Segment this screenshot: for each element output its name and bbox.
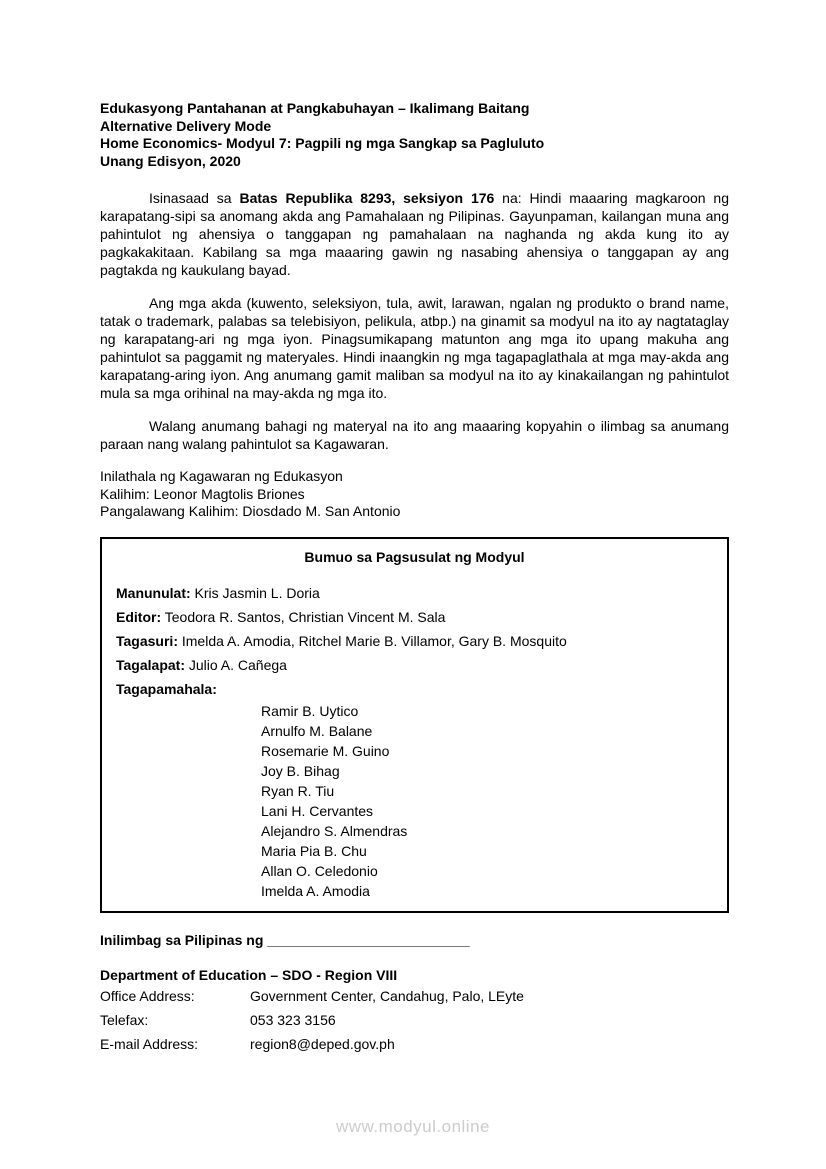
publisher-block bbox=[100, 468, 729, 521]
contact-row-email bbox=[100, 1032, 729, 1056]
role-value: Kris Jasmin L. Doria bbox=[190, 584, 320, 601]
manager-name: Ramir B. Uytico bbox=[261, 702, 359, 719]
contact-label: Telefax: bbox=[100, 1011, 149, 1028]
role-value: Teodora R. Santos, Christian Vincent M. Sala bbox=[161, 608, 446, 625]
role-row-writer bbox=[116, 581, 713, 605]
manager-name: Arnulfo M. Balane bbox=[261, 722, 373, 739]
printed-in-philippines-line: Inilimbag sa Pilipinas ng __________________________ bbox=[100, 931, 470, 948]
role-label: Editor: bbox=[116, 608, 162, 625]
undersecretary-line: Pangalawang Kalihim: Diosdado M. San Antonio bbox=[100, 503, 401, 519]
contact-row-telefax bbox=[100, 1008, 729, 1032]
copyright-paragraph-2: Ang mga akda (kuwento, seleksiyon, tula, awit, larawan, ngalan ng produkto o brand name, tatak o trademark, palabas sa telebisiyon, pelikula, atbp.) na ginamit sa modyul na ito ay nagtataglay ng karapatang-ari ng mga iyon. Pinagsumikapang matunton ang mga ito upang makuha ang pahintulot sa paggamit ng materyales. Hindi inaangkin ng mga tagapaglathala at mga may-akda ang karapatang-aring iyon. Ang anumang gamit maliban sa modyul na ito ay kinakailangan ng pahintulot mula sa mga orihinal na may-akda ng mga ito. bbox=[100, 295, 729, 401]
role-row-management bbox=[116, 677, 713, 701]
contact-label: Office Address: bbox=[100, 987, 195, 1004]
manager-name: Rosemarie M. Guino bbox=[261, 742, 390, 759]
role-row-editor bbox=[116, 605, 713, 629]
secretary-line: Kalihim: Leonor Magtolis Briones bbox=[100, 485, 305, 502]
manager-name: Joy B. Bihag bbox=[261, 762, 340, 779]
contact-value: Government Center, Candahug, Palo, LEyte bbox=[250, 987, 524, 1004]
site-watermark: www.modyul.online bbox=[335, 1117, 490, 1136]
publisher-line: Inilathala ng Kagawaran ng Edukasyon bbox=[100, 468, 343, 484]
development-team-box bbox=[100, 537, 729, 913]
paragraph-text: na: Hindi maaaring magkaroon ng karapatang-sipi sa anomang akda ang Pamahalaan ng Pilipinas. Gayunpaman, kailangan muna ang pahintulot ng ahensiya o tanggapan ng pamahalaan na naghanda ng akda kung ito ay pagkakakitaan. Kabilang sa mga maaaring gawin ng nasabing ahensiya o tanggapan ay ang pagtakda ng kaukulang bayad. bbox=[100, 190, 730, 278]
role-label: Manunulat: bbox=[116, 584, 191, 601]
contact-value: 053 323 3156 bbox=[250, 1011, 336, 1028]
department-heading: Department of Education – SDO - Region VIII bbox=[100, 966, 398, 983]
module-header bbox=[100, 100, 729, 170]
manager-name: Allan O. Celedonio bbox=[261, 862, 378, 879]
header-line-module-title: Home Economics- Modyul 7: Pagpili ng mga Sangkap sa Pagluluto bbox=[100, 135, 545, 151]
role-value: Imelda A. Amodia, Ritchel Marie B. Villamor, Gary B. Mosquito bbox=[177, 632, 567, 649]
contact-row-office-address bbox=[100, 984, 729, 1008]
manager-name: Maria Pia B. Chu bbox=[261, 842, 367, 859]
role-label: Tagasuri: bbox=[116, 632, 178, 649]
role-label: Tagapamahala: bbox=[116, 680, 217, 697]
role-row-layout bbox=[116, 653, 713, 677]
manager-name: Ryan R. Tiu bbox=[261, 782, 335, 799]
management-team-list bbox=[261, 701, 713, 901]
law-reference-bold: Batas Republika 8293, seksiyon 176 bbox=[239, 190, 495, 206]
role-label: Tagalapat: bbox=[116, 656, 185, 673]
contact-label: E-mail Address: bbox=[100, 1035, 199, 1052]
header-line-mode: Alternative Delivery Mode bbox=[100, 117, 272, 134]
page-content bbox=[100, 100, 729, 1056]
manager-name: Imelda A. Amodia bbox=[261, 882, 370, 899]
header-line-edition: Unang Edisyon, 2020 bbox=[100, 152, 241, 169]
role-row-reviewer bbox=[116, 629, 713, 653]
role-value: Julio A. Cañega bbox=[184, 656, 287, 673]
header-line-subject: Edukasyong Pantahanan at Pangkabuhayan – Ikalimang Baitang bbox=[100, 100, 530, 116]
manager-name: Lani H. Cervantes bbox=[261, 802, 374, 819]
manager-name: Alejandro S. Almendras bbox=[261, 822, 408, 839]
team-box-title: Bumuo sa Pagsusulat ng Modyul bbox=[304, 548, 525, 565]
paragraph-text: Isinasaad sa bbox=[149, 190, 240, 206]
copyright-paragraph-1 bbox=[100, 189, 729, 279]
contact-value: region8@deped.gov.ph bbox=[250, 1035, 395, 1052]
copyright-paragraph-3: Walang anumang bahagi ng materyal na ito ang maaaring kopyahin o ilimbag sa anumang paraan nang walang pahintulot sa Kagawaran. bbox=[100, 418, 729, 452]
